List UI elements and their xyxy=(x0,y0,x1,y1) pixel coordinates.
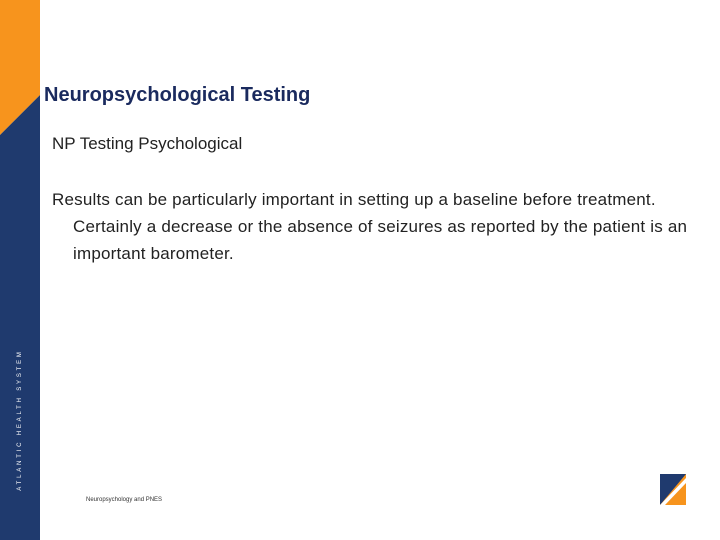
brand-sidebar xyxy=(0,0,40,540)
slide-body-text: Results can be particularly important in setting up a baseline before treatment. Certainly a decrease or the absence of seizures as reported by the patient is an important barometer. xyxy=(52,190,688,263)
slide-subtitle: NP Testing Psychological xyxy=(52,134,243,153)
slide-footer: Neuropsychology and PNES xyxy=(86,497,163,503)
sidebar-brand-text: ATLANTIC HEALTH SYSTEM xyxy=(17,349,23,491)
atlantic-health-logo-icon xyxy=(660,474,686,505)
slide-title: Neuropsychological Testing xyxy=(44,84,311,106)
